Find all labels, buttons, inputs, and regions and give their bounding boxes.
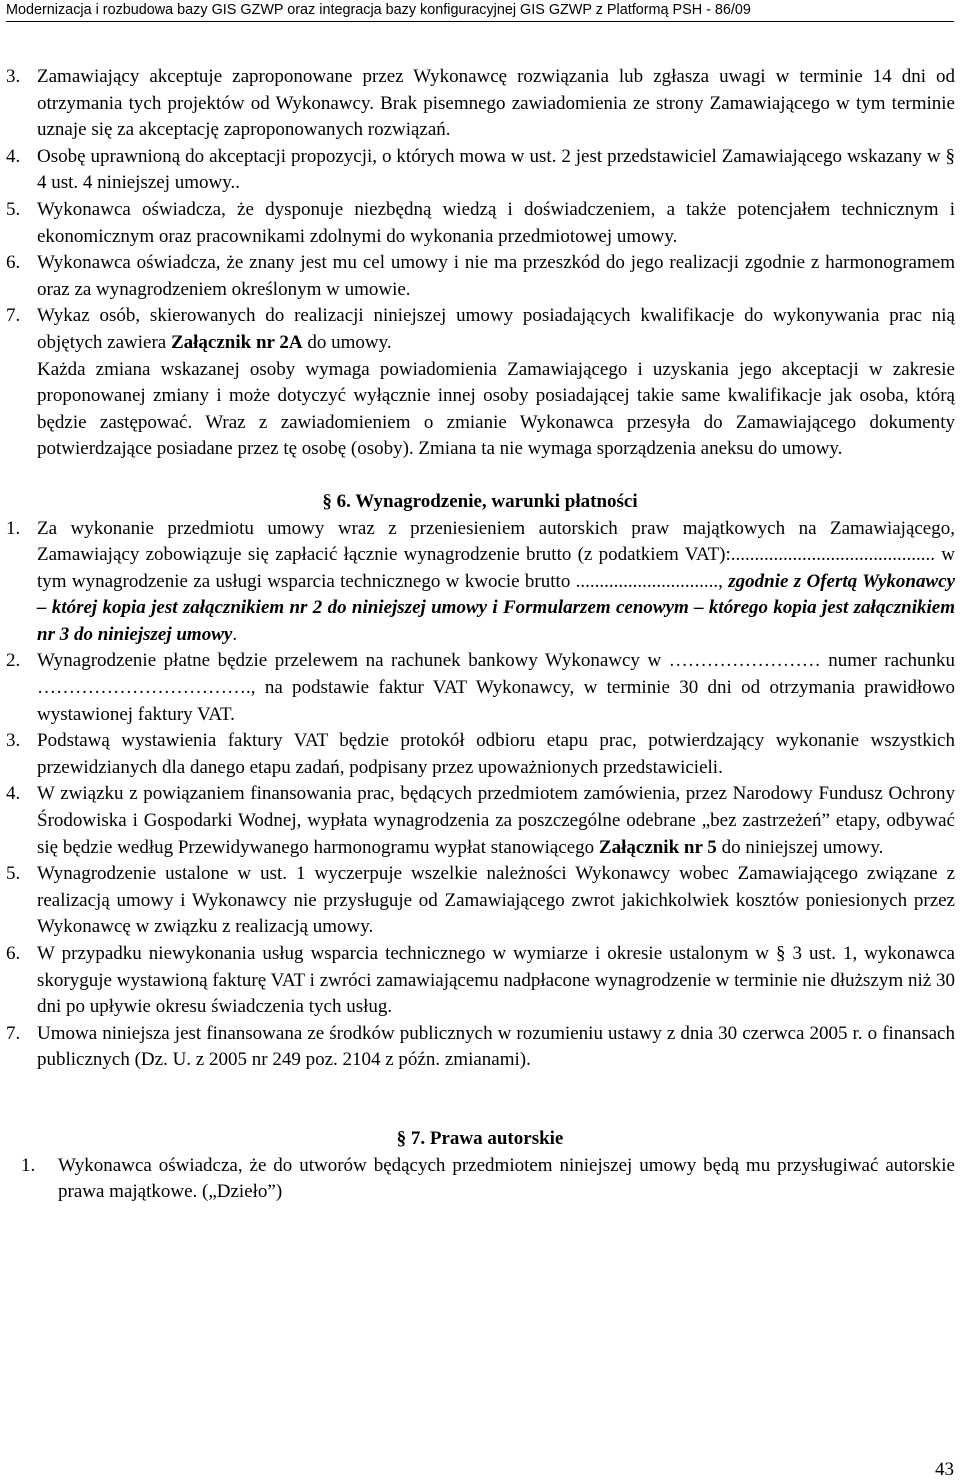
item-number: 6. bbox=[6, 252, 21, 274]
item-number: 6. bbox=[6, 943, 21, 964]
list-item bbox=[0, 1153, 960, 1206]
item-text: Wykonawca oświadcza, że do utworów będących przedmiotem niniejszej umowy będą mu przysługiwać autorskie prawa majątkowe. („Dzieło”) bbox=[58, 1154, 955, 1203]
item-number: 4. bbox=[6, 783, 21, 805]
item-number: 7. bbox=[6, 305, 21, 327]
item-text: Wynagrodzenie ustalone w ust. 1 wyczerpuje wszelkie należności Wykonawcy wobec Zamawiającego związane z realizacją umowy i Wykonawcy nie przysługuje od Zamawiającego zwrot jakichkolwiek kosztów poniesionych przez Wykonawcę w związku z realizacją umowy. bbox=[37, 863, 955, 938]
item-text: W przypadku niewykonania usług wsparcia technicznego w wymiarze i okresie ustalonym w § 3 ust. 1, wykonawca skoryguje wystawioną fakturę VAT i zwróci zamawiającemu nadpłacone wynagrodzenie w terminie nie dłuższym niż 30 dni po upływie okresu świadczenia tych usług. bbox=[37, 943, 955, 1018]
attachment-reference: Załącznik nr 5 bbox=[598, 836, 717, 858]
header-rule bbox=[6, 21, 954, 22]
section-title-text: § 7. Prawa autorskie bbox=[396, 1127, 564, 1149]
item-text-tail: do umowy. bbox=[302, 331, 392, 353]
item-text: Zamawiający akceptuje zaproponowane przez Wykonawcę rozwiązania lub zgłasza uwagi w terminie 14 dni od otrzymania tych projektów od Wykonawcy. Brak pisemnego zawiadomienia ze strony Zamawiającego w tym terminie uznaje się za akceptację zaproponowanych rozwiązań. bbox=[37, 66, 955, 141]
item-text: Wykonawca oświadcza, że dysponuje niezbędną wiedzą i doświadczeniem, a także potencjałem technicznym i ekonomicznym oraz pracownikami zdolnymi do wykonania przedmiotowej umowy. bbox=[37, 198, 955, 247]
item-text: Podstawą wystawienia faktury VAT będzie protokół odbioru etapu prac, potwierdzający wykonanie wszystkich przewidzianych dla danego etapu zadań, podpisany przez upoważnionych przedstawicieli. bbox=[37, 730, 955, 778]
item-number: 3. bbox=[6, 66, 21, 87]
section-5-continued bbox=[0, 64, 960, 463]
item-text-tail: do niniejszej umowy. bbox=[716, 836, 884, 858]
list-item bbox=[0, 516, 960, 649]
section-title-text: § 6. Wynagrodzenie, warunki płatności bbox=[322, 490, 638, 512]
item-number: 5. bbox=[6, 863, 21, 885]
item-text: Umowa niniejsza jest finansowana ze środków publicznych w rozumieniu ustawy z dnia 30 czerwca 2005 r. o finansach publicznych (Dz. U. z 2005 nr 249 poz. 2104 z późn. zmianami). bbox=[37, 1022, 955, 1071]
item-text-tail: . bbox=[232, 623, 238, 645]
item-number: 4. bbox=[6, 145, 21, 167]
list-item bbox=[0, 728, 960, 781]
item-number: 1. bbox=[21, 1154, 36, 1176]
item-number: 7. bbox=[6, 1022, 21, 1044]
list-item bbox=[0, 861, 960, 941]
list-item bbox=[0, 64, 960, 144]
list-item bbox=[0, 1021, 960, 1074]
item-text: Wykonawca oświadcza, że znany jest mu cel umowy i nie ma przeszkód do jego realizacji zgodnie z harmonogramem oraz za wynagrodzeniem określonym w umowie. bbox=[37, 252, 955, 300]
attachment-reference: Załącznik nr 2A bbox=[170, 331, 303, 353]
paragraph: Każda zmiana wskazanej osoby wymaga powiadomienia Zamawiającego i uzyskania jego akceptacji w zakresie proponowanej zmiany i może dotyczyć wyłącznie innej osoby posiadającej takie same kwalifikacje jak osoba, którą będzie zastępować. Wraz z zawiadomieniem o zmianie Wykonawca przesyła do Zamawiającego dokumenty potwierdzające posiadane przez tę osobę (osoby). Zmiana ta nie wymaga sporządzenia aneksu do umowy. bbox=[37, 358, 955, 460]
item-text: Wykaz osób, skierowanych do realizacji niniejszej umowy posiadających kwalifikacje do wykonywania prac nią objętych zawiera bbox=[37, 305, 955, 353]
item-number: 3. bbox=[6, 730, 21, 752]
item-text: Wynagrodzenie płatne będzie przelewem na rachunek bankowy Wykonawcy w …………………… numer rachunku ……………………………., na podstawie faktur VAT Wykonawcy, w terminie 30 dni od otrzymania prawidłowo wystawionej faktury VAT. bbox=[37, 650, 955, 725]
section-7 bbox=[0, 1153, 960, 1206]
list-item bbox=[0, 303, 960, 356]
item-text-emphasis: zgodnie z Ofertą Wykonawcy – której kopia jest załącznikiem nr 2 do niniejszej umowy i Formularzem cenowym – którego kopia jest załącznikiem nr 3 do niniejszej umowy bbox=[37, 570, 956, 645]
running-header: Modernizacja i rozbudowa bazy GIS GZWP oraz integracja bazy konfiguracyjnej GIS GZWP z Platformą PSH - 86/09 bbox=[6, 2, 751, 18]
list-item bbox=[0, 781, 960, 861]
item-number: 5. bbox=[6, 198, 21, 220]
item-text: Za wykonanie przedmiotu umowy wraz z przeniesieniem autorskich praw majątkowych na Zamawiającego, Zamawiający zobowiązuje się zapłacić łącznie wynagrodzenie brutto (z podatkiem VAT):........................................... w tym wynagrodzenie za usługi wsparcia technicznego w kwocie brutto .............................., bbox=[37, 517, 955, 592]
section-title bbox=[0, 1126, 960, 1153]
item-text: W związku z powiązaniem finansowania prac, będących przedmiotem zamówienia, przez Narodowy Fundusz Ochrony Środowiska i Gospodarki Wodnej, wypłata wynagrodzenia za poszczególne odebrane „bez zastrzeżeń” etapy, odbywać się będzie według Przewidywanego harmonogramu wypłat stanowiącego bbox=[37, 783, 955, 858]
document-body bbox=[0, 64, 960, 1206]
section-6 bbox=[0, 516, 960, 1074]
section-title bbox=[0, 489, 960, 516]
page-number: 43 bbox=[935, 1459, 954, 1480]
list-item bbox=[0, 197, 960, 250]
list-item bbox=[0, 941, 960, 1021]
item-number: 2. bbox=[6, 650, 21, 672]
item-text: Osobę uprawnioną do akceptacji propozycji, o których mowa w ust. 2 jest przedstawiciel Zamawiającego wskazany w § 4 ust. 4 niniejszej umowy.. bbox=[37, 145, 955, 194]
list-item bbox=[0, 144, 960, 197]
item-number: 1. bbox=[6, 517, 21, 539]
list-item bbox=[0, 250, 960, 303]
list-item bbox=[0, 648, 960, 728]
